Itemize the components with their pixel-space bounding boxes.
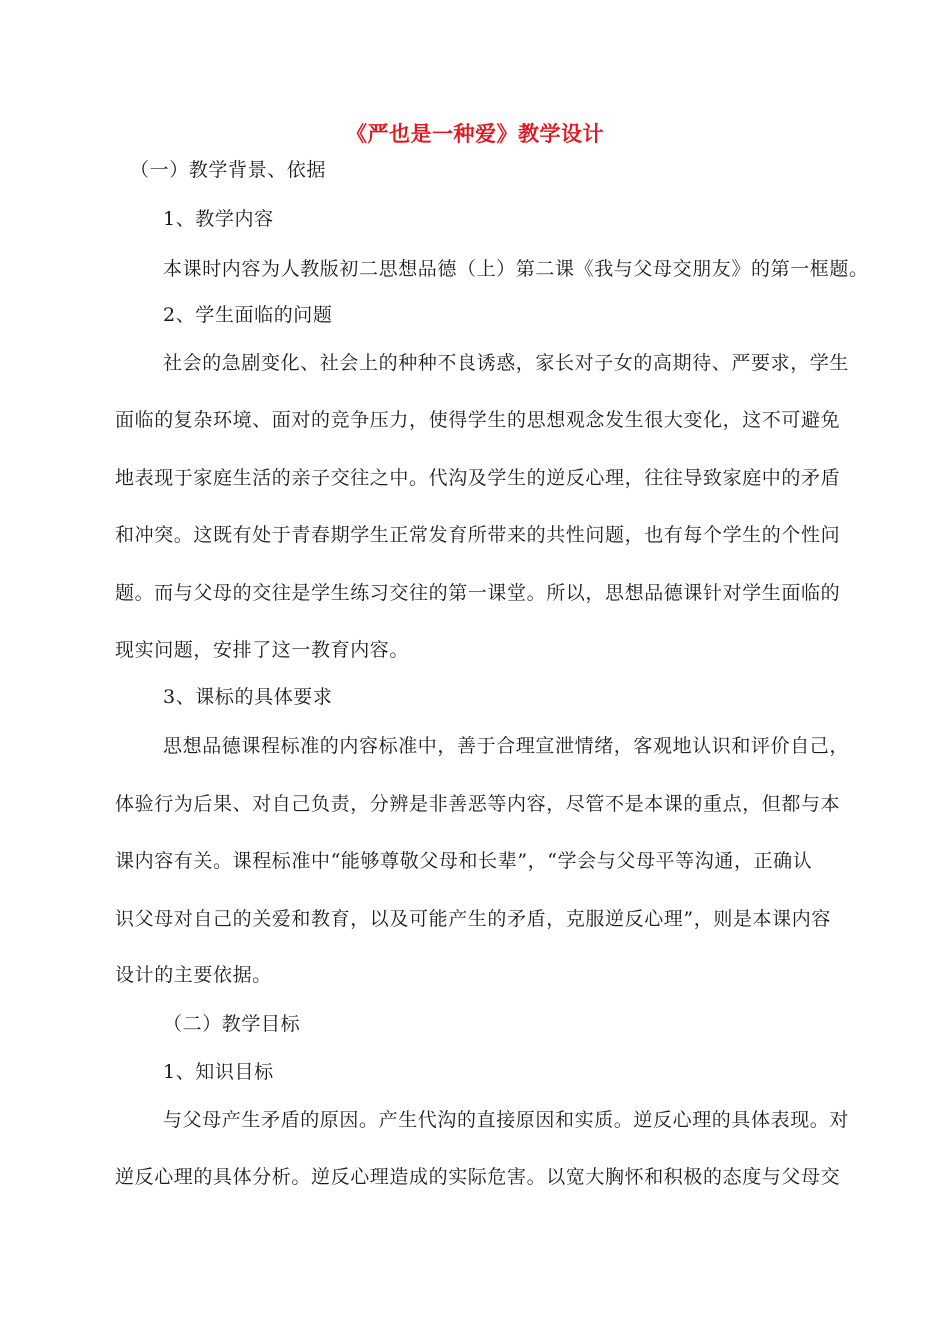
document-title: 《严也是一种爱》教学设计 (346, 121, 604, 146)
paragraph-line: 社会的急剧变化、社会上的种种不良诱惑，家长对子女的高期待、严要求，学生 (163, 352, 850, 374)
subsection-heading-problems: 2、学生面临的问题 (163, 304, 333, 326)
paragraph-line: 设计的主要依据。 (115, 964, 272, 986)
paragraph-line: 面临的复杂环境、面对的竞争压力，使得学生的思想观念发生很大变化，这不可避免 (115, 409, 841, 431)
paragraph-line: 与父母产生矛盾的原因。产生代沟的直接原因和实质。逆反心理的具体表现。对 (163, 1109, 850, 1131)
paragraph-line: 现实问题，安排了这一教育内容。 (115, 639, 410, 661)
section-heading-background: （一）教学背景、依据 (130, 159, 327, 181)
paragraph-line: 逆反心理的具体分析。逆反心理造成的实际危害。以宽大胸怀和积极的态度与父母交 (115, 1166, 841, 1188)
paragraph-line: 体验行为后果、对自己负责，分辨是非善恶等内容，尽管不是本课的重点，但都与本 (115, 793, 841, 815)
subsection-heading-standards: 3、课标的具体要求 (163, 686, 333, 708)
paragraph-line: 识父母对自己的关爱和教育，以及可能产生的矛盾，克服逆反心理”，则是本课内容 (115, 908, 831, 930)
paragraph-line: 本课时内容为人教版初二思想品德（上）第二课《我与父母交朋友》的第一框题。 (163, 258, 869, 280)
subsection-heading-knowledge: 1、知识目标 (163, 1061, 274, 1083)
section-heading-objectives: （二）教学目标 (163, 1013, 301, 1035)
paragraph-line: 地表现于家庭生活的亲子交往之中。代沟及学生的逆反心理，往往导致家庭中的矛盾 (115, 467, 841, 489)
paragraph-line: 和冲突。这既有处于青春期学生正常发育所带来的共性问题，也有每个学生的个性问 (115, 524, 841, 546)
subsection-heading-content: 1、教学内容 (163, 208, 274, 230)
paragraph-line: 题。而与父母的交往是学生练习交往的第一课堂。所以，思想品德课针对学生面临的 (115, 582, 841, 604)
paragraph-line: 思想品德课程标准的内容标准中，善于合理宣泄情绪，客观地认识和评价自己， (163, 735, 850, 757)
paragraph-line: 课内容有关。课程标准中“能够尊敬父母和长辈”，“学会与父母平等沟通，正确认 (115, 850, 813, 872)
